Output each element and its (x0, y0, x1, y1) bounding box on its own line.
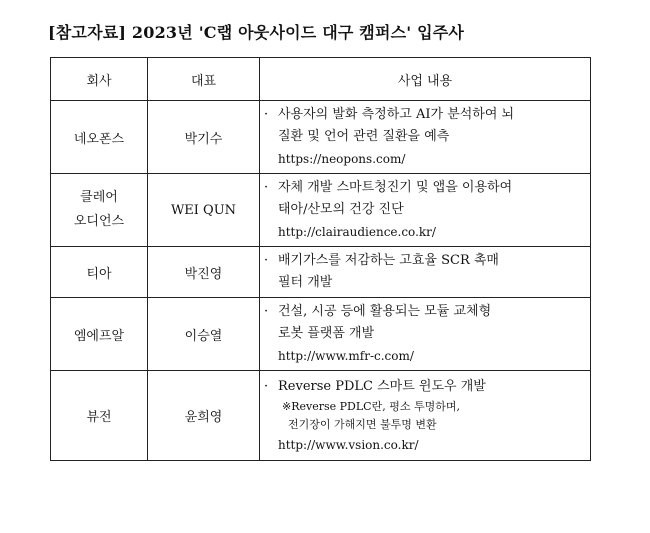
company-url: http://www.mfr-c.com/ (278, 349, 414, 363)
business-line: 사용자의 발화 측정하고 AI가 분석하여 뇌 (278, 107, 515, 122)
company-url: https://neopons.com/ (278, 152, 406, 166)
company-cell: 뷰전 (51, 371, 148, 461)
business-cell (260, 298, 591, 371)
bullet: · (264, 253, 269, 268)
company-cell: 네오폰스 (51, 101, 148, 174)
table-row (51, 101, 591, 174)
bullet: · (264, 107, 269, 122)
ceo-cell: 박기수 (148, 101, 260, 174)
table-header-row (51, 58, 591, 101)
business-cell (260, 371, 591, 461)
business-line: 건설, 시공 등에 활용되는 모듈 교체형 (278, 304, 492, 319)
business-line: 태아/산모의 건강 진단 (278, 202, 404, 217)
company-cell (51, 174, 148, 247)
business-note: ※Reverse PDLC란, 평소 투명하며, (282, 399, 460, 413)
business-line: 자체 개발 스마트청진기 및 앱을 이용하여 (278, 180, 513, 195)
header-company: 회사 (51, 58, 148, 101)
bullet: · (264, 378, 269, 394)
business-cell (260, 101, 591, 174)
ceo-cell: WEI QUN (148, 174, 260, 247)
company-url: http://www.vsion.co.kr/ (278, 437, 419, 452)
business-cell (260, 247, 591, 298)
business-line: 질환 및 언어 관련 질환을 예측 (278, 129, 450, 144)
company-name-line: 오디언스 (73, 214, 125, 229)
business-note: 전기장이 가해지면 불투명 변환 (288, 417, 437, 431)
table-row (51, 371, 591, 461)
ceo-cell: 윤희영 (148, 371, 260, 461)
document-title: [참고자료] 2023년 'C랩 아웃사이드 대구 캠퍼스' 입주사 (48, 23, 465, 42)
header-business: 사업 내용 (260, 58, 591, 101)
business-line: 로봇 플랫폼 개발 (278, 326, 375, 341)
business-cell (260, 174, 591, 247)
company-cell: 티아 (51, 247, 148, 298)
table-row (51, 298, 591, 371)
table-row (51, 174, 591, 247)
company-cell: 엠에프알 (51, 298, 148, 371)
business-line: 배기가스를 저감하는 고효율 SCR 촉매 (278, 253, 499, 268)
business-line: 필터 개발 (278, 275, 333, 290)
header-ceo: 대표 (148, 58, 260, 101)
company-url: http://clairaudience.co.kr/ (278, 225, 436, 239)
tenant-table (50, 57, 591, 461)
bullet: · (264, 180, 269, 195)
table-row (51, 247, 591, 298)
company-name-line: 클레어 (80, 190, 118, 205)
ceo-cell: 이승열 (148, 298, 260, 371)
bullet: · (264, 304, 269, 319)
ceo-cell: 박진영 (148, 247, 260, 298)
business-line: Reverse PDLC 스마트 윈도우 개발 (278, 378, 486, 394)
